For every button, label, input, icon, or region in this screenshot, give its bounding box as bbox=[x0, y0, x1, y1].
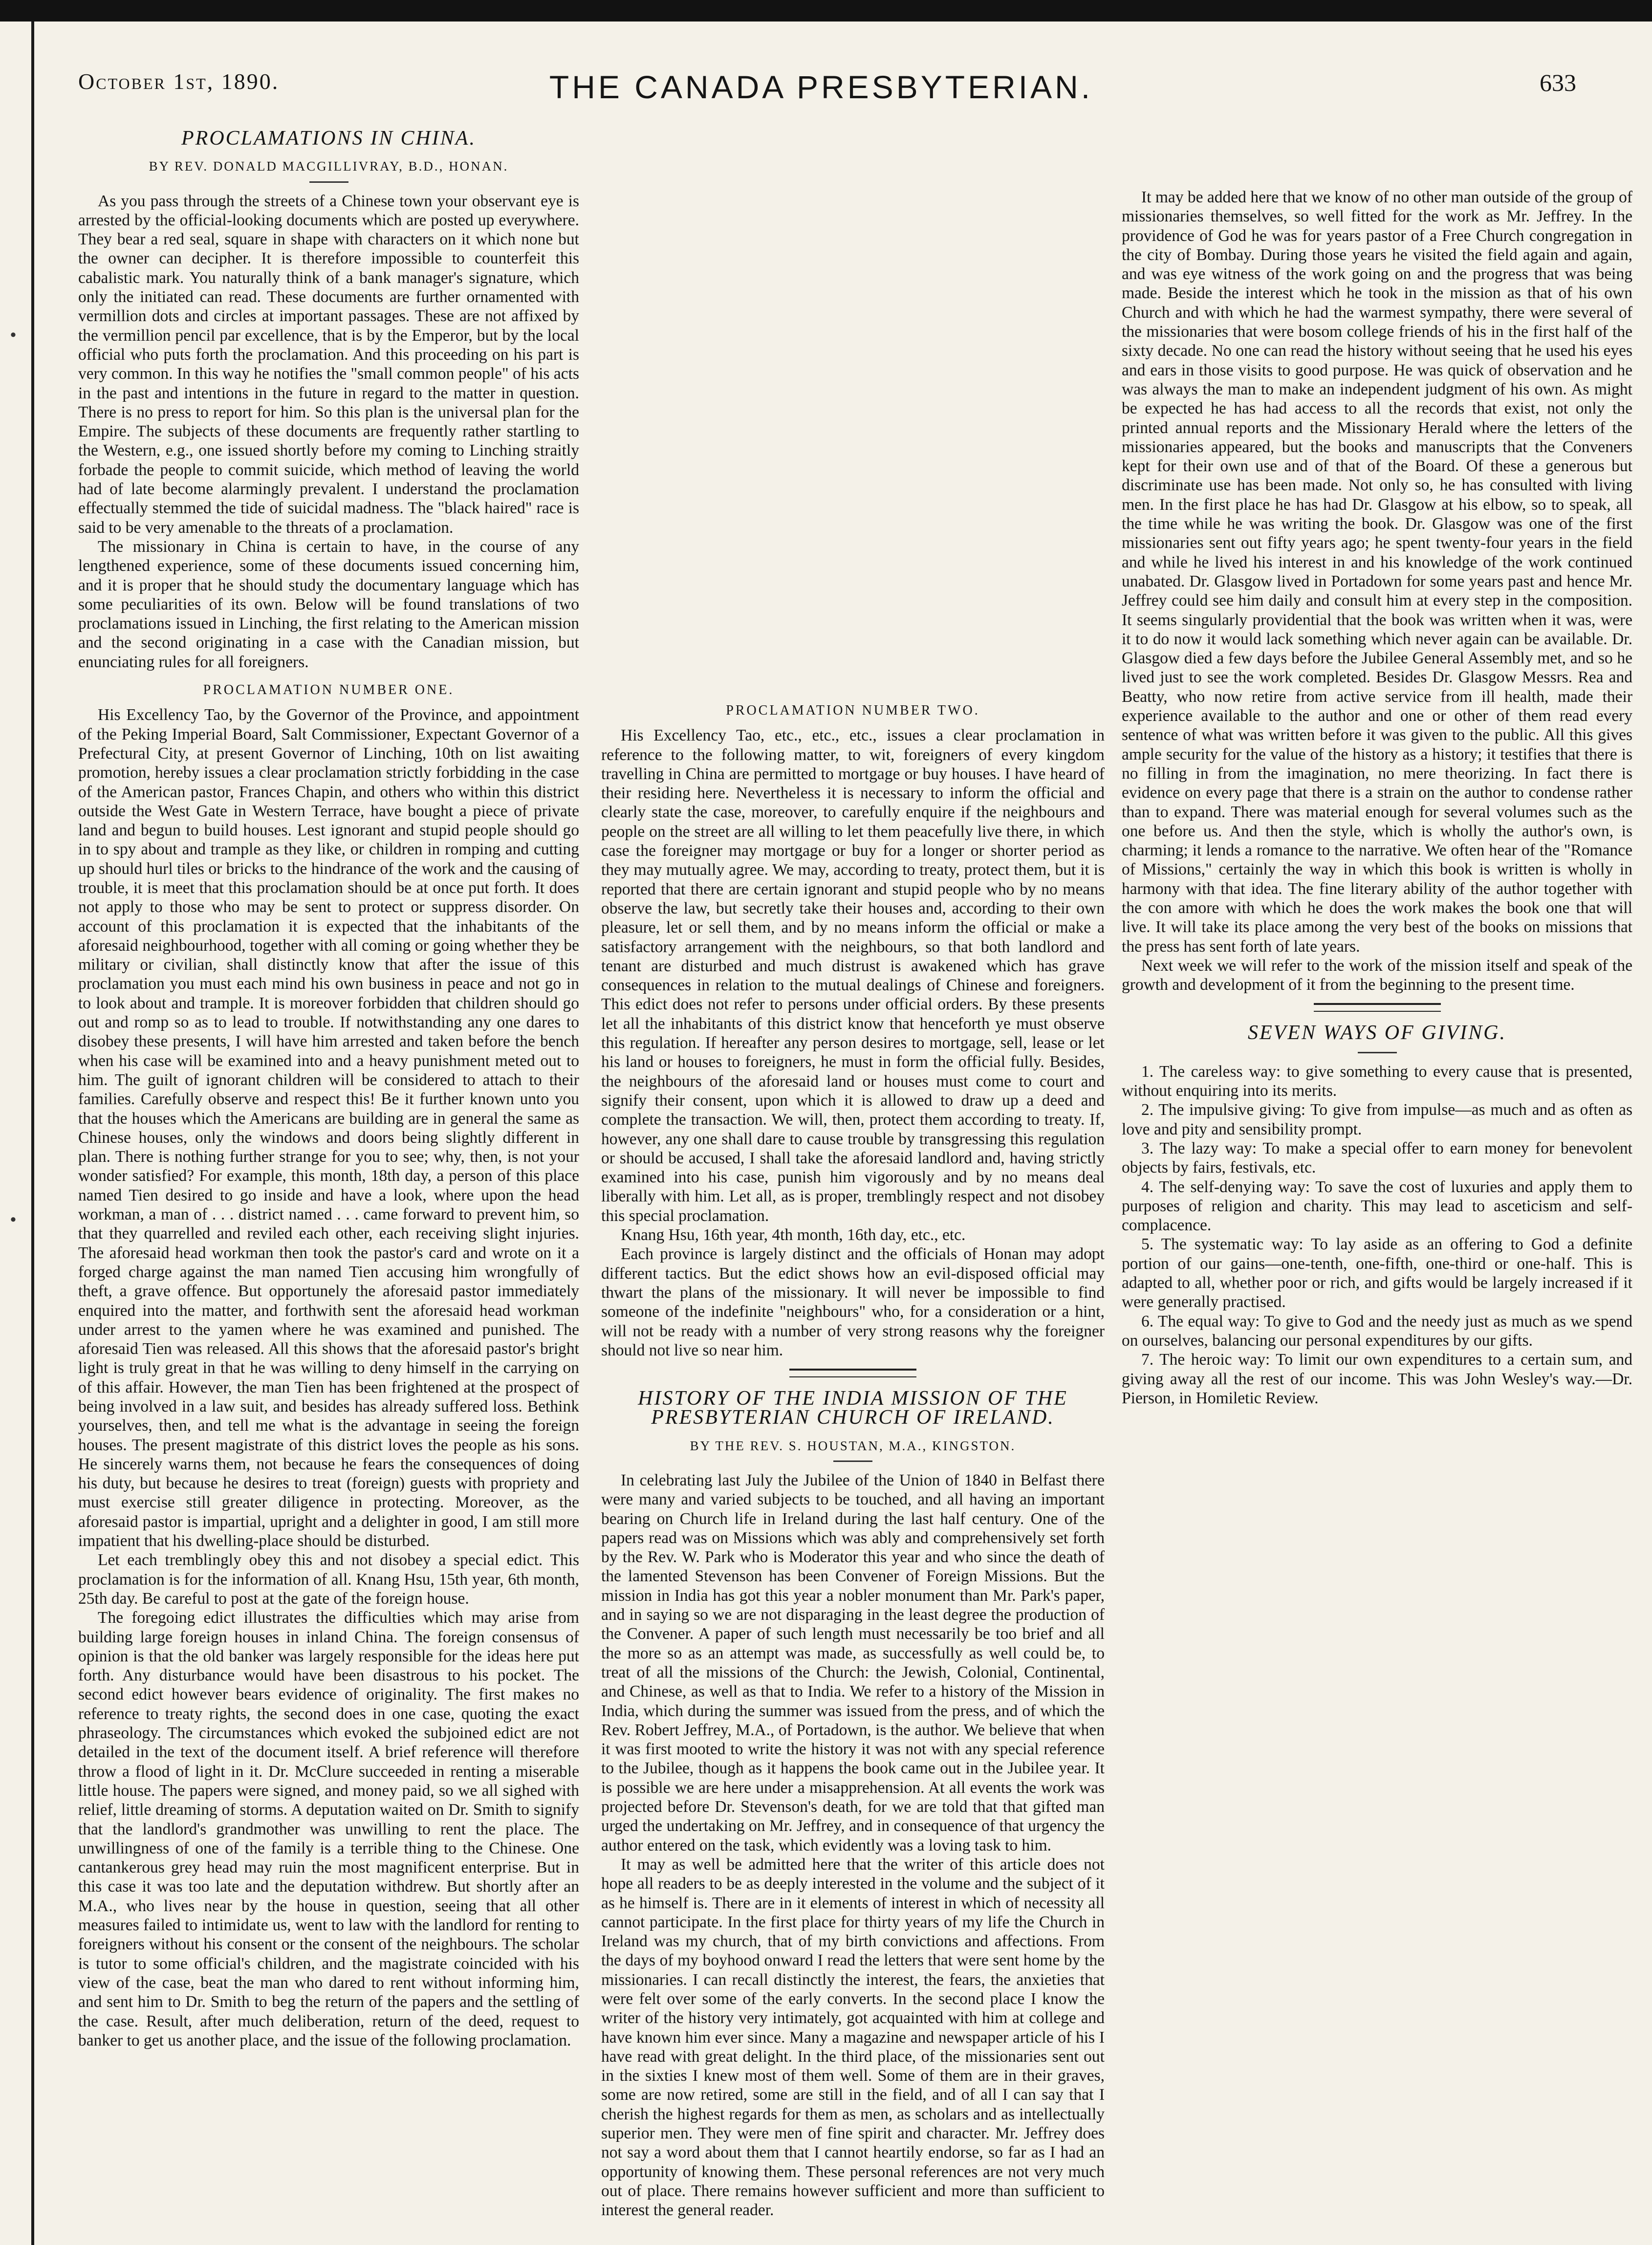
paragraph: In celebrating last July the Jubilee of the Union of 1840 in Belfast there were many and varied subjects to be touched, and all having an important bearing on Church life in Ireland during the last half century. One of the papers read was on Missions which was ably and comprehensively set forth by the Rev. W. Park who is Moderator this year and who since the death of the lamented Stevenson has been Convener of Foreign Missions. But the mission in India has got this year a nobler monument than Mr. Park's paper, and in saying so we are not disparaging in the least degree the production of the Convener. A paper of such length must necessarily be too brief and all the more so as an attempt was made, as successfully as well could be, to treat of all the missions of the Church: the Jewish, Colonial, Continental, and Chinese, as well as that to India. We refer to a history of the Mission in India, which during the summer was issued from the press, and of which the Rev. Robert Jeffrey, M.A., of Portadown, is the author. We believe that when it was first mooted to write the history it was not with any special reference to the Jubilee, though as it happens the book came out in the Jubilee year. It is possible we are here under a misapprehension. At all events the work was projected before Dr. Stevenson's death, for we are told that that gifted man urged the undertaking on Mr. Jeffrey, and in consequence of that urgency the author entered on the task, which evidently was a loving task to him. bbox=[601, 1471, 1105, 1854]
list-item: 5. The systematic way: To lay aside as an offering to God a definite portion of our gains—one-tenth, one-fifth, one-third or one-half. This is adapted to all, whether poor or rich, and gifts would be largely increased if it were generally practised. bbox=[1122, 1235, 1632, 1311]
list-item: 1. The careless way: to give something to every cause that is presented, without enquiring into its merits. bbox=[1122, 1062, 1632, 1100]
paragraph: The foregoing edict illustrates the difficulties which may arise from building large foreign houses in inland China. The foreign consensus of opinion is that the old banker was largely responsible for the ideas here put forth. Any disturbance would have been disastrous to his pocket. The second edict however bears evidence of originality. The first makes no reference to treaty rights, the second does in one case, quoting the exact phraseology. The circumstances which evoked the subjoined edict are not detailed in the text of the document itself. A brief reference will therefore throw a flood of light in it. Dr. McClure succeeded in renting a miserable little house. The papers were signed, and money paid, so we all sighed with relief, little dreaming of storms. A deputation waited on Dr. Smith to signify that the landlord's grandmother was unwilling to rent the place. The unwillingness of one of the family is a terrible thing to the Chinese. One cantankerous grey head may ruin the most magnificent enterprise. But in this case it was too late and the deputation withdrew. But shortly after an M.A., who lives near by the house in question, seeing that all other measures failed to intimidate us, went to law with the landlord for renting to foreigners without his consent or the consent of the neighbours. The scholar is tutor to some official's children, and the magistrate coincided with his view of the case, beat the man who dared to rent without informing him, and sent him to Dr. Smith to beg the return of the papers and the settling of the case. Result, after much deliberation, return of the deed, request to banker to get us another place, and the issue of the following proclamation. bbox=[78, 1609, 579, 2049]
paragraph: Knang Hsu, 16th year, 4th month, 16th day, etc., etc. bbox=[621, 1226, 966, 1244]
margin-tick: · bbox=[7, 313, 20, 356]
paragraph: Next week we will refer to the work of the mission itself and speak of the growth and development of it from the beginning to the present time. bbox=[1122, 956, 1632, 994]
column-2 bbox=[601, 119, 1105, 2236]
article-byline: BY REV. DONALD MACGILLIVRAY, B.D., HONAN. bbox=[149, 159, 509, 174]
section-heading: PROCLAMATION NUMBER TWO. bbox=[726, 703, 980, 718]
margin-tick: · bbox=[7, 1198, 20, 1241]
list-item: 6. The equal way: To give to God and the needy just as much as we spend on ourselves, balancing our personal expenditures by our gifts. bbox=[1122, 1312, 1632, 1350]
paragraph: It may as well be admitted here that the writer of this article does not hope all readers to be as deeply interested in the volume and the subject of it as he himself is. There are in it elements of interest in which of necessity all cannot participate. In the first place for thirty years of my life the Church in Ireland was my church, that of my birth convictions and affections. From the days of my boyhood onward I read the letters that were sent home by the missionaries. I can recall distinctly the interest, the fears, the anxieties that were felt over some of the early converts. In the second place I know the writer of the history very intimately, got acquainted with him at college and have known him ever since. Many a magazine and newspaper article of his I have read with great delight. In the third place, of the missionaries sent out in the sixties I knew most of them well. Some of them are in their graves, some are now retired, some are still in the field, and of all I can say that I cherish the highest regards for them as men, as scholars and as intellectually superior men. They were men of fine spirit and character. Mr. Jeffrey does not say a word about them that I cannot heartily endorse, so far as I had an opportunity of knowing them. These personal references are not very much out of place. There remains however sufficient and more than sufficient to interest the general reader. bbox=[601, 1855, 1105, 2220]
article-title: SEVEN WAYS OF GIVING. bbox=[1247, 1022, 1507, 1045]
paragraph: His Excellency Tao, etc., etc., etc., issues a clear proclamation in reference to the following matter, to wit, foreigners of every kingdom travelling in China are permitted to mortgage or buy houses. I have heard of their residing here. Nevertheless it is necessary to inform the official and clearly state the case, moreover, to carefully enquire if the neighbours and people on the street are all willing to let them peacefully live there, in which case the foreigner may mortgage or buy for a longer or shorter period as they may mutually agree. We may, according to treaty, protect them, but it is reported that there are certain ignorant and stupid people who by no means observe the law, but secretly take their houses and, according to their own pleasure, let or sell them, and by no means inform the official or make a satisfactory arrangement with the neighbours, so that both landlord and tenant are disturbed and much distrust is awakened which has grave consequences in relation to the mutual dealings of Chinese and foreigners. This edict does not refer to persons under official orders. By these presents let all the inhabitants of this district know that henceforth ye must observe this regulation. If hereafter any person desires to mortgage, sell, lease or let his land or houses to foreigners, he must in form the official fully. Besides, the neighbours of the aforesaid land or houses must come to court and signify their consent, upon which it is allowed to draw up a deed and complete the transaction. We will, then, protect them according to treaty. If, however, any one shall dare to cause trouble by transgressing this regulation or should be accused, I shall take the aforesaid landlord and, having strictly examined into his case, punish him vigorously and by no means deal liberally with him. Let all, as is proper, tremblingly respect and not disobey this special proclamation. bbox=[601, 726, 1105, 1225]
article-title: PROCLAMATIONS IN CHINA. bbox=[181, 127, 476, 150]
article-byline: BY THE REV. S. HOUSTAN, M.A., KINGSTON. bbox=[690, 1438, 1016, 1453]
column-3 bbox=[1122, 119, 1632, 2236]
paragraph: The missionary in China is certain to have, in the course of any lengthened experience, some of these documents issued concerning him, and it is proper that he should study the documentary language which has some peculiarities of its own. Below will be found translations of two proclamations issued in Linching, the first relating to the American mission and the second originating in a case with the Canadian mission, but enunciating rules for all foreigners. bbox=[78, 537, 579, 671]
list-item: 4. The self-denying way: To save the cost of luxuries and apply them to purposes of religion and charity. This may lead to asceticism and self-complacence. bbox=[1122, 1177, 1632, 1235]
paragraph: Each province is largely distinct and the officials of Honan may adopt different tactics. But the edict shows how an evil-disposed official may thwart the plans of the missionary. It will never be impossible to find someone of the indefinite "neighbours" who, for a consideration or a hint, will not be ready with a number of very strong reasons why the foreigner should not live so near him. bbox=[601, 1245, 1105, 1359]
divider bbox=[309, 181, 348, 183]
list-item: 7. The heroic way: To limit our own expenditures to a certain sum, and giving away all the rest of our income. This was John Wesley's way.—Dr. Pierson, in Homiletic Review. bbox=[1122, 1351, 1632, 1407]
divider bbox=[833, 1460, 872, 1462]
section-heading: PROCLAMATION NUMBER ONE. bbox=[203, 682, 455, 698]
paragraph: As you pass through the streets of a Chinese town your observant eye is arrested by the official-looking documents which are posted up everywhere. They bear a red seal, square in shape with characters on it which none but the owner can decipher. It is therefore impossible to counterfeit this cabalistic mark. You naturally think of a bank manager's signature, which only the initiated can read. These documents are further ornamented with vermillion dots and circles at important passages. These are not affixed by the vermillion pencil par excellence, that is by the Emperor, but by the local official who puts forth the proclamation. And this proceeding on his part is very common. In this way he notifies the "small common people" of his acts in the past and intentions in the future in regard to the matter in question. There is no press to report for him. So this plan is the universal plan for the Empire. The subjects of these documents are frequently rather startling to the Western, e.g., one issued shortly before my coming to Linching straitly forbade the people to commit suicide, which method of leaving the world had of late become alarmingly prevalent. I understand the proclamation effectually stemmed the tide of suicidal madness. The "black haired" race is said to be very amenable to the threats of a proclamation. bbox=[78, 192, 579, 537]
list-item: 3. The lazy way: To make a special offer to earn money for benevolent objects by fairs, festivals, etc. bbox=[1122, 1139, 1632, 1177]
page-number: 633 bbox=[1540, 69, 1576, 96]
paragraph: Let each tremblingly obey this and not disobey a special edict. This proclamation is for the information of all. Knang Hsu, 15th year, 6th month, 25th day. Be careful to post at the gate of the foreign house. bbox=[78, 1551, 579, 1608]
newspaper-title: THE CANADA PRESBYTERIAN. bbox=[549, 69, 1093, 105]
issue-date: October 1st, 1890. bbox=[78, 69, 280, 94]
list-item: 2. The impulsive giving: To give from impulse—as much and as often as love and pity and sensibility prompt. bbox=[1122, 1101, 1632, 1138]
section-separator bbox=[1314, 1003, 1441, 1012]
column-1 bbox=[78, 119, 579, 2236]
divider bbox=[1358, 1052, 1397, 1053]
paragraph: His Excellency Tao, by the Governor of the Province, and appointment of the Peking Imperial Board, Salt Commissioner, Expectant Governor of a Prefectural City, at present Governor of Linching, 10th on list awaiting promotion, hereby issues a clear proclamation strictly forbidding in the case of the American pastor, Frances Chapin, and others who within this district outside the West Gate in Western Terrace, have bought a piece of private land and begun to build houses. Lest ignorant and stupid people should go in to spy about and trample as they like, or children in romping and cutting up should hurl tiles or bricks to the hindrance of the work and the causing of trouble, it is meet that this proclamation should be at once put forth. It does not apply to those who may be sent to protect or suppress disorder. On account of this proclamation it is expected that the inhabitants of the aforesaid neighbourhood, together with all coming or going whether they be military or civilian, shall distinctly know that after the issue of this proclamation you must each mind his own business in peace and not go in to look about and trample. It is moreover forbidden that children should go out and romp so as to lead to trouble. If notwithstanding any one dares to disobey these presents, I will have him arrested and taken before the bench when his case will be examined into and a heavy punishment meted out to him. The guilt of ignorant children will be considered to attach to their families. Carefully observe and respect this! Be it further known unto you that the houses which the Americans are building are in general the same as Chinese houses, only the windows and doors being slightly different in plan. There is nothing further strange for you to see; why, then, is not your wonder satisfied? For example, this month, 18th day, a person of this place named Tien desired to go inside and have a look, where upon the head workman, a man of . . . district named . . . came forward to prevent him, so that they quarrelled and reviled each other, each receiving slight injuries. The aforesaid head workman then took the pastor's card and wrote on it a forged charge against the man named Tien accusing him wrongfully of theft, a grave offence. But opportunely the aforesaid pastor immediately enquired into the matter, and forthwith sent the aforesaid head workman under arrest to the yamen where he was examined and punished. The aforesaid Tien was released. All this shows that the aforesaid pastor's bright light is truly great in that he was willing to deny himself in the carrying on of this affair. However, the man Tien has been frightened at the prospect of being involved in a law suit, and besides has already suffered loss. Bethink yourselves, then, and tell me what is the advantage in seeing the foreign houses. The present magistrate of this district loves the people as his sons. He sincerely warns them, not because he fears the consequences of doing his duty, but because he desires to treat (foreign) guests with propriety and must exercise still greater diligence in protecting. Moreover, as the aforesaid pastor is impartial, upright and a delighter in good, I am still more impatient that his dwelling-place should be disturbed. bbox=[78, 706, 579, 1550]
article-title: HISTORY OF THE INDIA MISSION OF THE PRESBYTERIAN CHURCH OF IRELAND. bbox=[638, 1387, 1068, 1429]
section-separator bbox=[789, 1369, 916, 1377]
binding-edge bbox=[31, 22, 34, 2245]
top-border bbox=[0, 0, 1652, 22]
paragraph: It may be added here that we know of no other man outside of the group of missionaries themselves, so well fitted for the work as Mr. Jeffrey. In the providence of God he was for years pastor of a Free Church congregation in the city of Bombay. During those years he visited the field again and again, and was eye witness of the work going on and the progress that was being made. Beside the interest which he took in the mission as that of his own Church and with which he had the warmest sympathy, there were several of the missionaries that were bosom college friends of his in the first half of the sixty decade. No one can read the history without seeing that he used his eyes and ears in those visits to good purpose. He was quick of observation and he was always the man to make an independent judgment of his own. As might be expected he has had access to all the records that exist, not only the printed annual reports and the Missionary Herald where the letters of the missionaries appeared, but the books and manuscripts that the Conveners kept for their own use and of that of the Board. Of these a generous but discriminate use has been made. Not only so, he has consulted with living men. In the first place he has had Dr. Glasgow at his elbow, so to speak, all the time while he was writing the book. Dr. Glasgow was one of the first missionaries sent out fifty years ago; he spent twenty-four years in the field and while he lived his interest in and his knowledge of the work continued unabated. Dr. Glasgow lived in Portadown for some years past and hence Mr. Jeffrey could see him daily and consult him at every step in the composition. It seems singularly providential that the book was written when it was, were it to do now it would lack something which never again can be available. Dr. Glasgow died a few days before the Jubilee General Assembly met, and so he lived just to see the work completed. Besides Dr. Glasgow Messrs. Rea and Beatty, who now retire from active service from ill health, made their experience available to the author and one or other of them read every sentence of what was written before it was given to the public. All this gives ample security for the value of the history as a history; it testifies that there is no filling in from the imagination, no mere theorizing. In fact there is evidence on every page that there is a strain on the author to condense rather than to expand. There was material enough for several volumes such as the one before us. And then the style, which is wholly the author's own, is charming; it lends a romance to the narrative. We often hear of the "Romance of Missions," certainly the way in which this book is written is wholly in harmony with that idea. The fine literary ability of the author together with the con amore with which he does the work makes the book one that will live. It will take its place among the very best of the books on missions that the press has sent forth of late years. bbox=[1122, 188, 1632, 956]
